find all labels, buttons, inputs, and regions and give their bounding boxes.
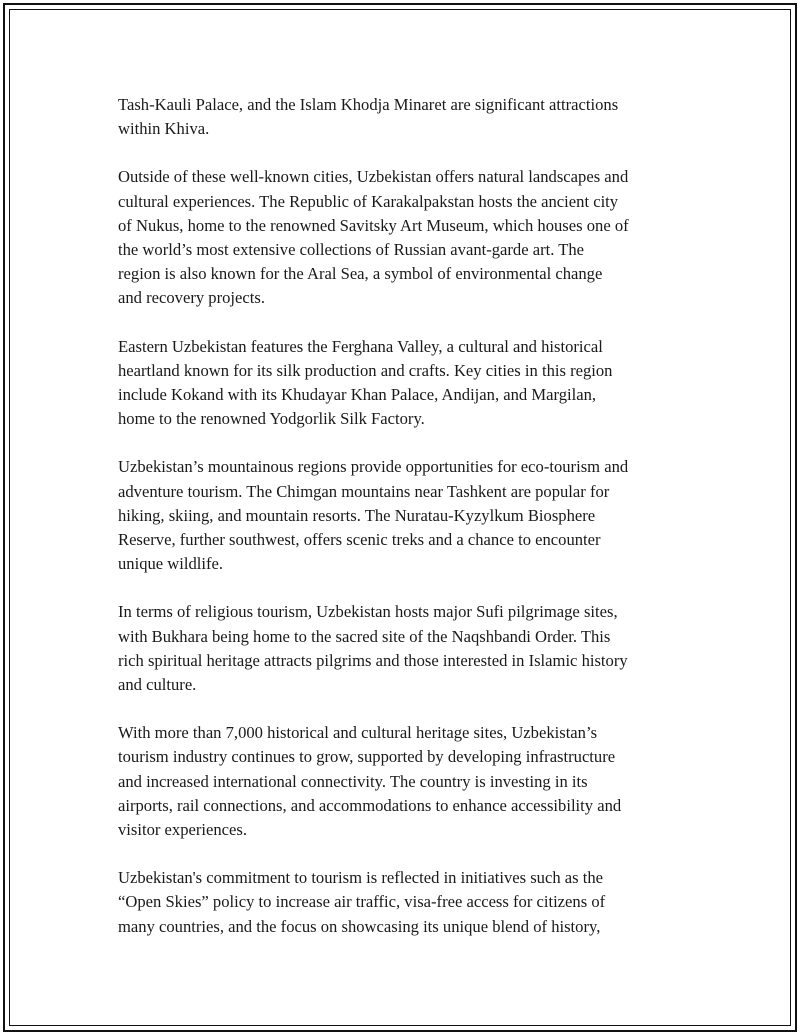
paragraph-khiva-attractions: Tash-Kauli Palace, and the Islam Khodja Minaret are significant attractions within Khiva.: [118, 95, 619, 139]
paragraph-mountain-regions: Uzbekistan’s mountainous regions provide opportunities for eco-tourism and adventure tourism. The Chimgan mountains near Tashkent are popular for hiking, skiing, and mountain resorts. The Nuratau-Kyzylkum Biosphere Reserve, further southwest, offers scenic treks and a chance to encounter unique wildlife.: [118, 457, 629, 574]
document-body: [118, 93, 693, 963]
paragraph-religious-tourism: In terms of religious tourism, Uzbekistan hosts major Sufi pilgrimage sites, with Bukhara being home to the sacred site of the Naqshbandi Order. This rich spiritual heritage attracts pilgrims and those interested in Islamic history and culture.: [118, 602, 628, 695]
paragraph-heritage-sites: With more than 7,000 historical and cultural heritage sites, Uzbekistan’s tourism industry continues to grow, supported by developing infrastructure and increased international connectivity. The country is investing in its airports, rail connections, and accommodations to enhance accessibility and visitor experiences.: [118, 723, 622, 840]
paragraph-tourism-commitment: Uzbekistan's commitment to tourism is reflected in initiatives such as the “Open Skies” policy to increase air traffic, visa-free access for citizens of many countries, and the focus on showcasing its unique blend of history,: [118, 868, 606, 936]
paragraph-ferghana-valley: Eastern Uzbekistan features the Ferghana Valley, a cultural and historical heartland known for its silk production and crafts. Key cities in this region include Kokand with its Khudayar Khan Palace, Andijan, and Margilan, home to the renowned Yodgorlik Silk Factory.: [118, 336, 613, 429]
paragraph-karakalpakstan: Outside of these well-known cities, Uzbekistan offers natural landscapes and cultural experiences. The Republic of Karakalpakstan hosts the ancient city of Nukus, home to the renowned Savitsky Art Museum, which houses one of the world’s most extensive collections of Russian avant-garde art. The region is also known for the Aral Sea, a symbol of environmental change and recovery projects.: [118, 167, 629, 308]
